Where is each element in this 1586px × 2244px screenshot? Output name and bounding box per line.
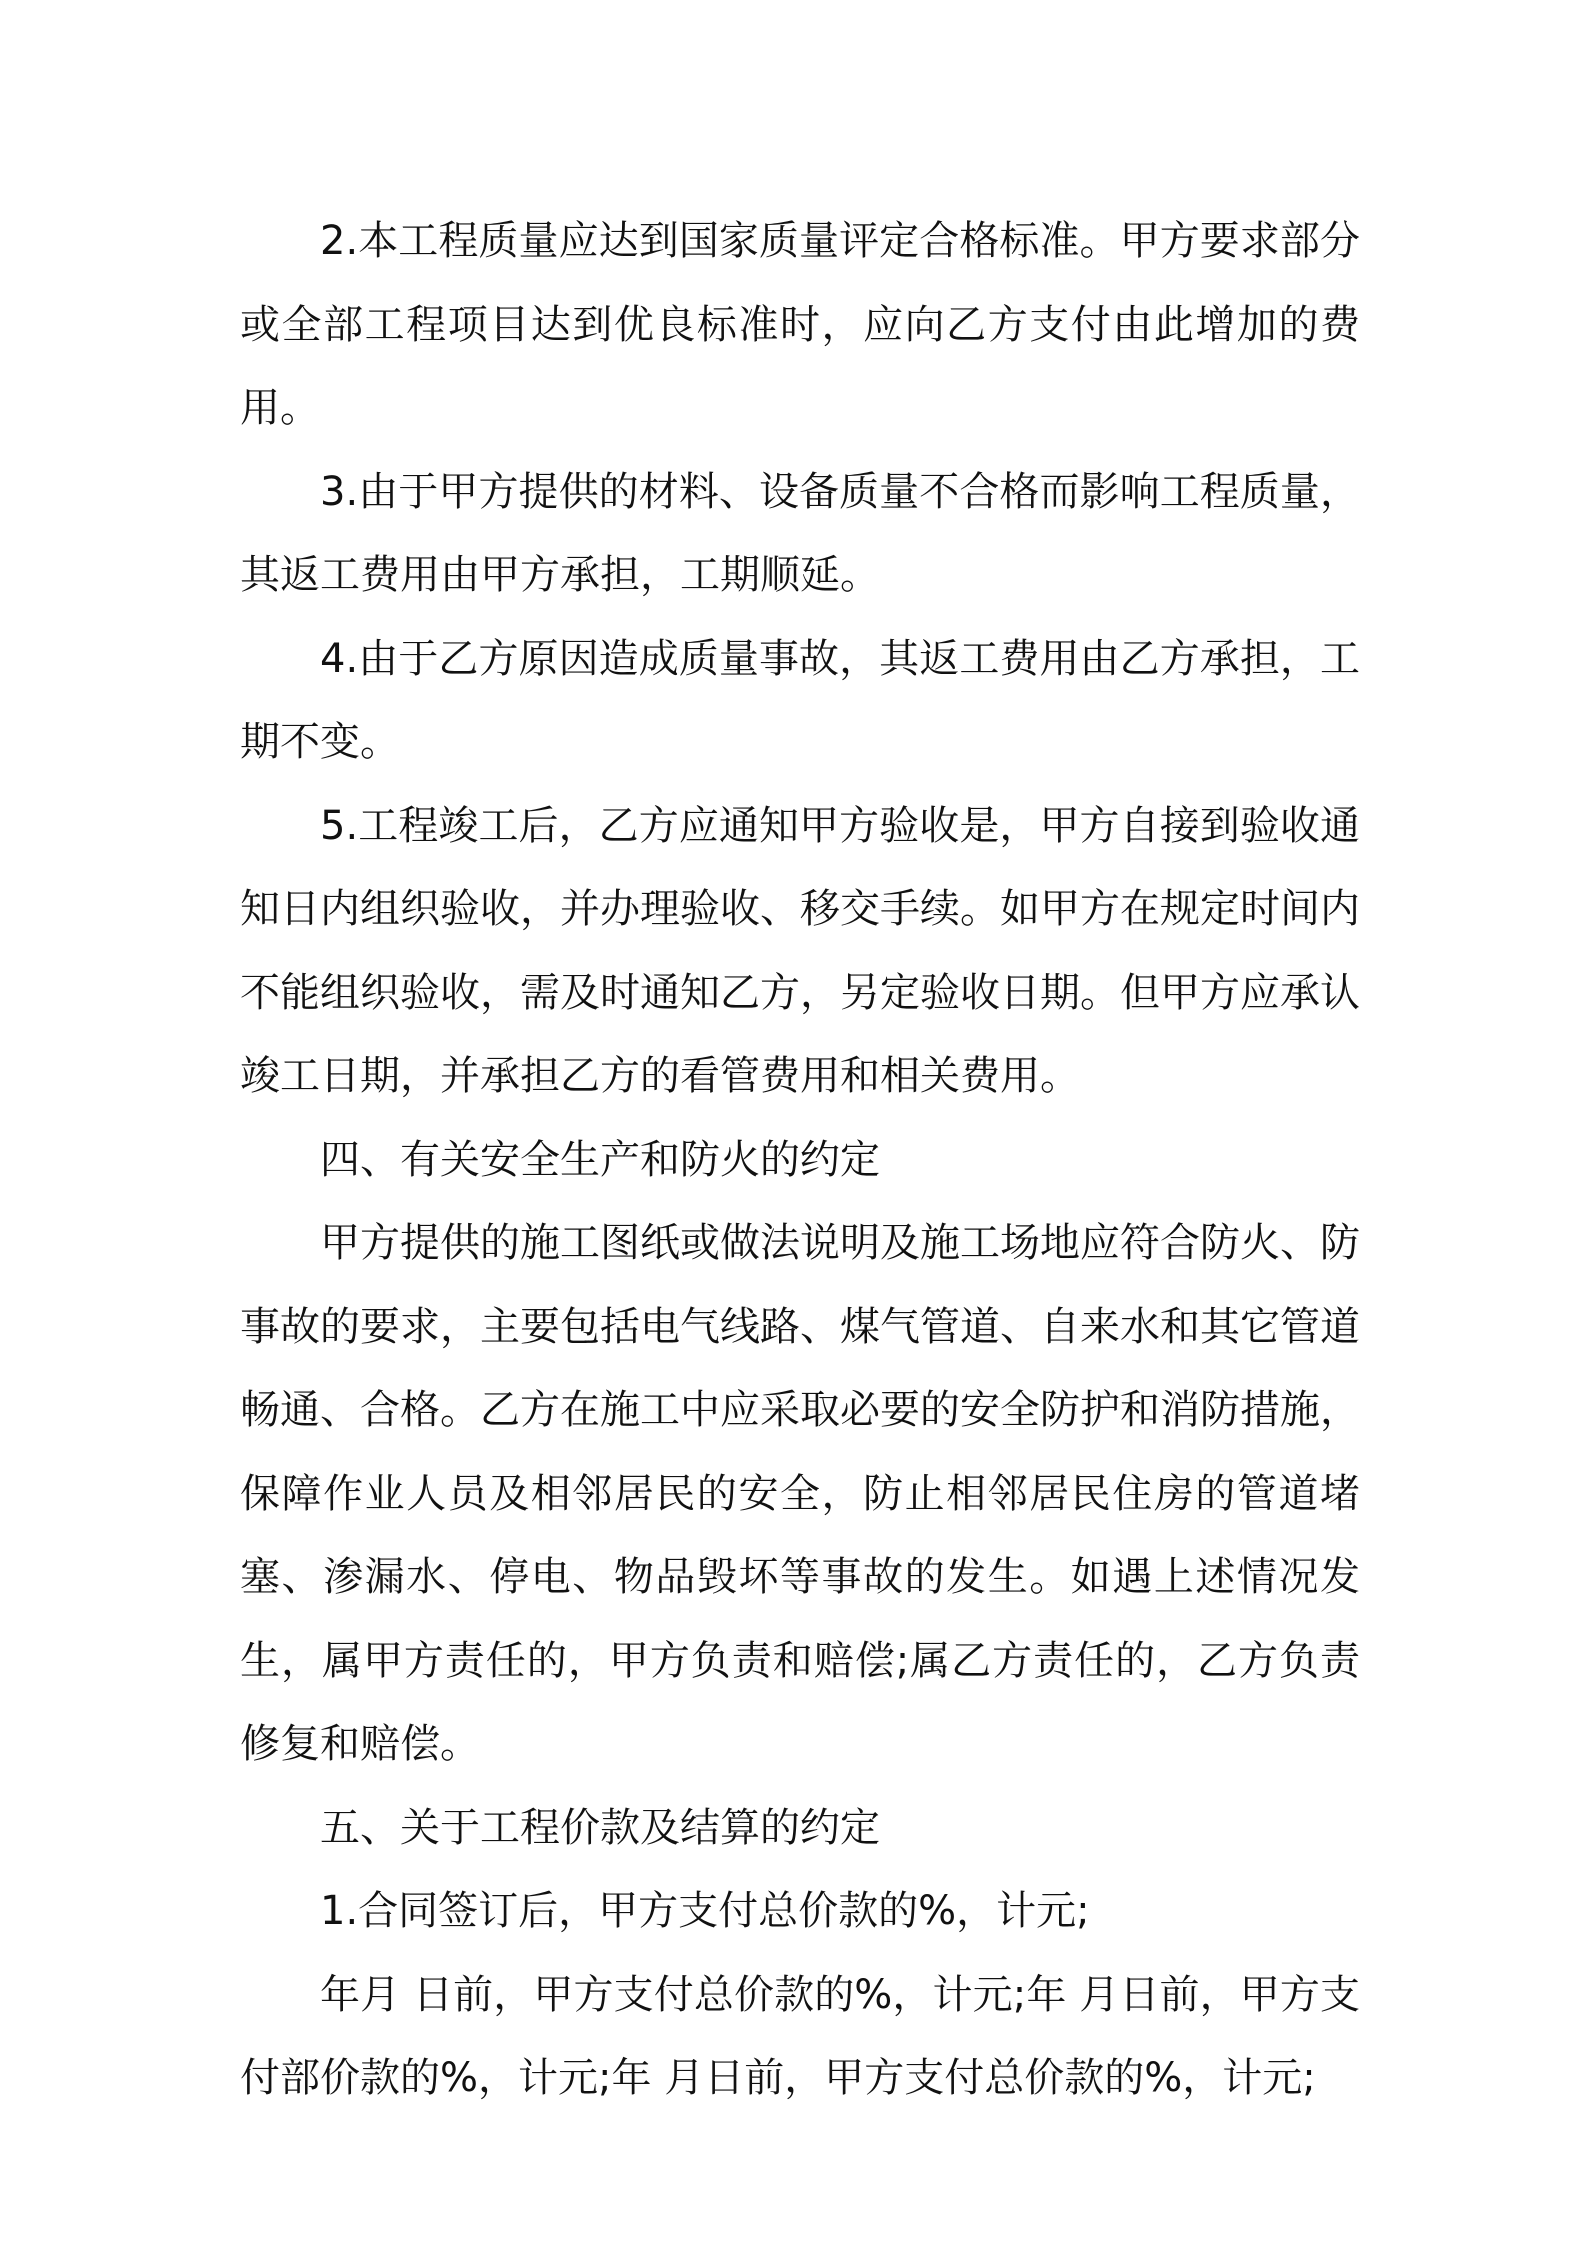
section-heading-safety: 四、有关安全生产和防火的约定: [320, 1136, 880, 1183]
paragraph-completion-acceptance: 5.工程竣工后，乙方应通知甲方验收是，甲方自接到验收通知日内组织验收，并办理验收、移交手续。如甲方在规定时间内不能组织验收，需及时通知乙方，另定验收日期。但甲方应承认竣工日期，并承担乙方的看管费用和相关费用。: [240, 802, 1360, 1099]
paragraph-quality-standard: 2.本工程质量应达到国家质量评定合格标准。甲方要求部分或全部工程项目达到优良标准时，应向乙方支付由此增加的费用。: [240, 218, 1360, 431]
section-heading-payment: 五、关于工程价款及结算的约定: [320, 1804, 880, 1851]
paragraph-quality-accident: 4.由于乙方原因造成质量事故，其返工费用由乙方承担，工期不变。: [240, 635, 1360, 765]
paragraph-safety-fire: 甲方提供的施工图纸或做法说明及施工场地应符合防火、防事故的要求，主要包括电气线路、煤气管道、自来水和其它管道畅通、合格。乙方在施工中应采取必要的安全防护和消防措施，保障作业人员及相邻居民的安全，防止相邻居民住房的管道堵塞、渗漏水、停电、物品毁坏等事故的发生。如遇上述情况发生，属甲方责任的，甲方负责和赔偿;属乙方责任的，乙方负责修复和赔偿。: [240, 1220, 1360, 1767]
paragraph-payment-schedule: 年月 日前，甲方支付总价款的%，计元;年 月日前，甲方支付部价款的%，计元;年 月日前，甲方支付总价款的%，计元;: [240, 1971, 1360, 2101]
paragraph-payment-first: 1.合同签订后，甲方支付总价款的%，计元;: [320, 1888, 1090, 1934]
document-body: [240, 200, 1360, 2121]
paragraph-material-defects: 3.由于甲方提供的材料、设备质量不合格而影响工程质量，其返工费用由甲方承担，工期顺延。: [240, 468, 1360, 598]
